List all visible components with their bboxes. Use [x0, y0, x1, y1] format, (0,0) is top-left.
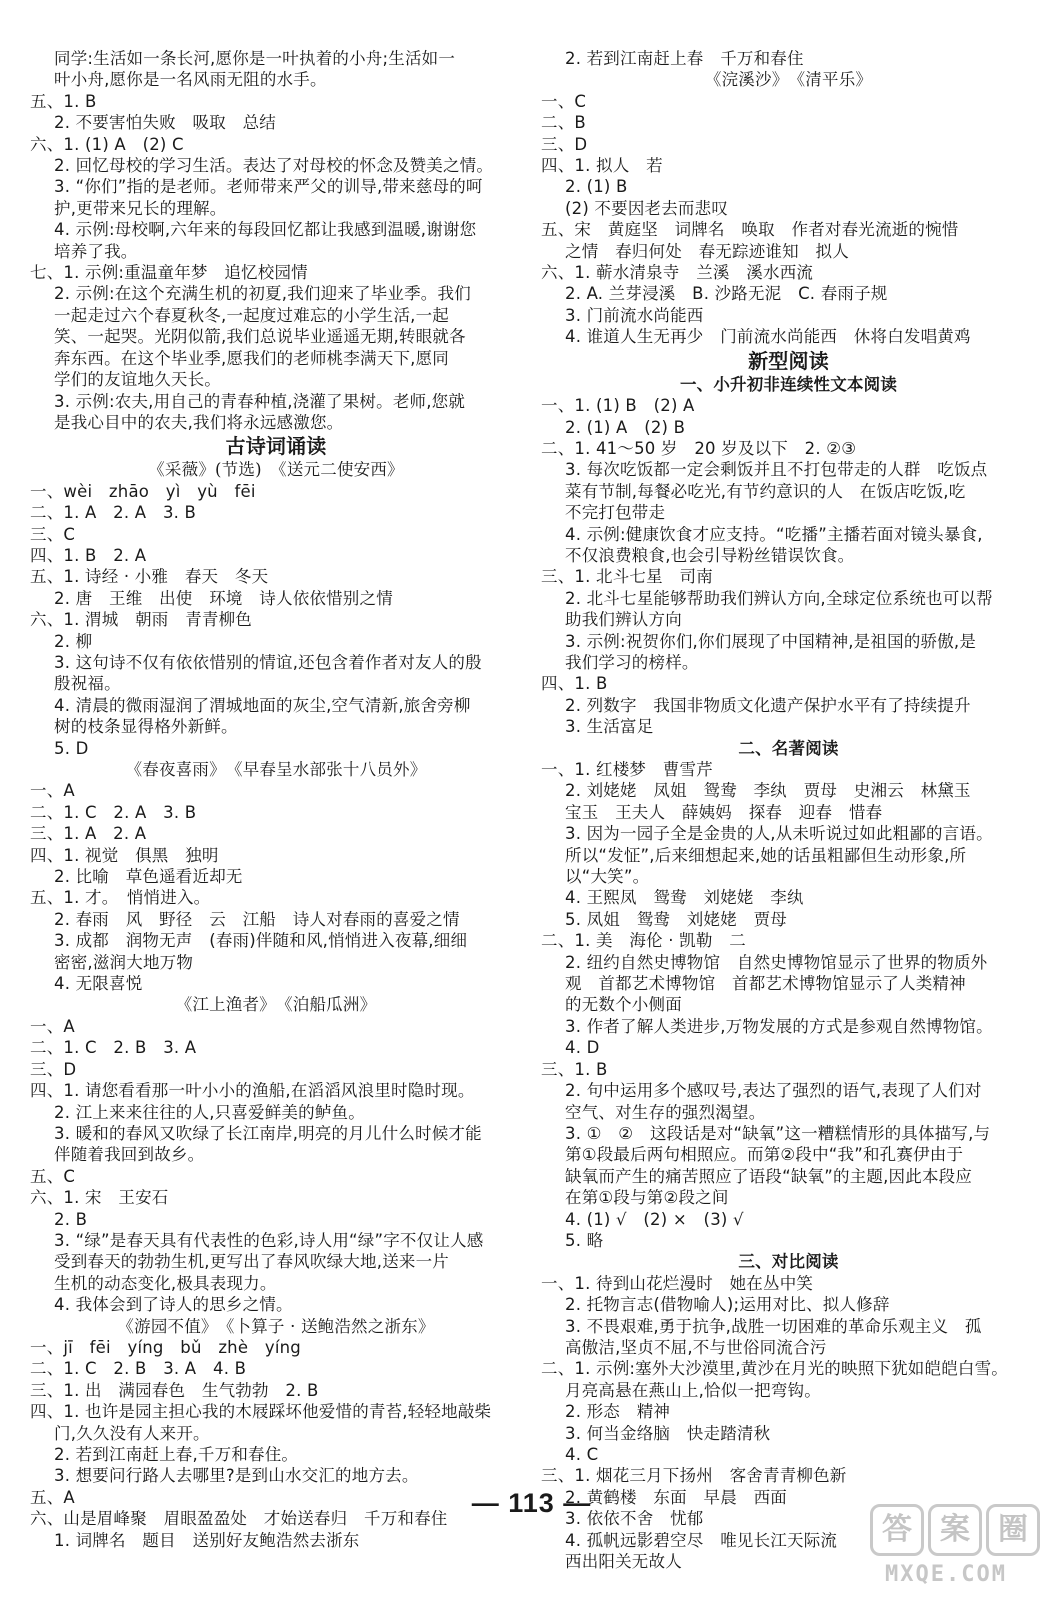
answer-line: 一、C: [541, 91, 587, 111]
answer-line: 2. 托物言志(借物喻人);运用对比、拟人修辞: [565, 1295, 890, 1315]
poem-title: 《游园不值》 《卜算子 · 送鲍浩然之浙东》: [117, 1316, 435, 1336]
answer-line: 4. C: [565, 1445, 599, 1464]
answer-line: 三、D: [541, 134, 588, 154]
answer-line: 2. 刘姥姥 凤姐 鸳鸯 李纨 贾母 史湘云 林黛玉: [565, 781, 971, 801]
answer-line: 培养了我。: [54, 241, 138, 261]
poem-title: 《浣溪沙》 《清平乐》: [704, 70, 873, 90]
answer-line: 第①段最后两句相照应。而第②段中“我”和孔赛伊由于: [565, 1145, 964, 1165]
section-heading: 古诗词诵读: [225, 434, 327, 459]
answer-line: 以“大笑”。: [565, 867, 650, 887]
answer-line: 六、1. (1) A (2) C: [30, 134, 184, 154]
answer-line: 四、1. 也许是园主担心我的木屐踩坏他爱惜的青苔,轻轻地敲柴: [30, 1402, 492, 1422]
answer-line: 西出阳关无故人: [565, 1552, 682, 1572]
answer-line: 5. 略: [565, 1230, 604, 1250]
subsection-heading: 二、名著阅读: [738, 738, 839, 758]
answer-line: 3. 作者了解人类进步,万物发展的方式是参观自然博物馆。: [565, 1016, 993, 1036]
answer-line: 六、1. 渭城 朝雨 青青柳色: [30, 610, 252, 630]
answer-line: 2. 示例:在这个充满生机的初夏,我们迎来了毕业季。我们: [54, 284, 471, 304]
answer-line: 2. 黄鹤楼 东面 早晨 西面: [565, 1487, 787, 1507]
answer-line: 3. 成都 润物无声 (春雨)伴随和风,悄悄进入夜幕,细细: [54, 931, 468, 951]
answer-line: 空气、对生存的强烈渴望。: [565, 1102, 766, 1122]
answer-line: 护,更带来兄长的理解。: [54, 198, 227, 218]
answer-line: 五、C: [30, 1166, 76, 1186]
answer-line: 一、jī fēi yíng bǔ zhè yíng: [30, 1337, 301, 1357]
answer-line: 二、1. 美 海伦 · 凯勒 二: [541, 931, 746, 951]
answer-line: 3. 暖和的春风又吹绿了长江南岸,明亮的月儿什么时候才能: [54, 1123, 482, 1143]
answer-line: 助我们辨认方向: [565, 610, 682, 630]
right-column: [541, 48, 1036, 1572]
answer-line: 3. ① ② 这段话是对“缺氧”这一糟糕情形的具体描写,与: [565, 1123, 991, 1143]
answer-line: 学们的友谊地久天长。: [54, 370, 221, 390]
answer-line: 二、1. 41～50 岁 20 岁及以下 2. ②③: [541, 438, 857, 458]
answer-line: 3. 生活富足: [565, 717, 654, 737]
answer-line: 3. 示例:祝贺你们,你们展现了中国精神,是祖国的骄傲,是: [565, 631, 977, 651]
answer-line: 我们学习的榜样。: [565, 652, 699, 672]
answer-line: 4. 我体会到了诗人的思乡之情。: [54, 1295, 293, 1315]
answer-line: 4. 示例:母校啊,六年来的每段回忆都让我感到温暖,谢谢您: [54, 220, 477, 240]
answer-line: 2. 句中运用多个感叹号,表达了强烈的语气,表现了人们对: [565, 1081, 982, 1101]
answer-line: 伴随着我回到故乡。: [54, 1145, 205, 1165]
answer-line: 4. 谁道人生无再少 门前流水尚能西 休将白发唱黄鸡: [565, 327, 971, 347]
answer-line: 2. 北斗七星能够帮助我们辨认方向,全球定位系统也可以帮: [565, 588, 993, 608]
answer-line: 5. D: [54, 738, 89, 758]
answer-line: 3. “你们”指的是老师。老师带来严父的训导,带来慈母的呵: [54, 177, 483, 197]
answer-line: 2. 回忆母校的学习生活。表达了对母校的怀念及赞美之情。: [54, 156, 494, 176]
answer-line: 三、1. 北斗七星 司南: [541, 567, 713, 587]
answer-line: 2. 形态 精神: [565, 1402, 671, 1422]
answer-line: 二、1. C 2. B 3. A 4. B: [30, 1359, 247, 1379]
answer-line: 奔东西。在这个毕业季,愿我们的老师桃李满天下,愿同: [54, 348, 449, 368]
answer-line: 一、wèi zhāo yì yù fēi: [30, 481, 256, 501]
answer-line: 3. 不畏艰难,勇于抗争,战胜一切困难的革命乐观主义 孤: [565, 1316, 982, 1336]
answer-line: 一、1. 待到山花烂漫时 她在丛中笑: [541, 1273, 814, 1293]
answer-line: 二、1. C 2. B 3. A: [30, 1038, 197, 1058]
answer-line: 四、1. 拟人 若: [541, 156, 663, 176]
watermark-url: MXQE.COM: [885, 1562, 1007, 1587]
answer-line: 2. 江上来来往往的人,只喜爱鲜美的鲈鱼。: [54, 1102, 365, 1122]
left-column: [30, 48, 522, 1551]
answer-line: 4. 无限喜悦: [54, 974, 143, 994]
answer-line: 一、A: [30, 1016, 75, 1036]
answer-line: (2) 不要因老去而悲叹: [565, 198, 729, 218]
answer-line: 门,久久没有人来开。: [54, 1423, 210, 1443]
poem-title: 《春夜喜雨》 《早春呈水部张十八员外》: [125, 760, 427, 779]
answer-line: 的无数个小侧面: [565, 995, 682, 1015]
answer-line: 2. A. 兰芽浸溪 B. 沙路无泥 C. 春雨子规: [565, 284, 888, 304]
answer-line: 观 首都艺术博物馆 首都艺术博物馆显示了人类精神: [565, 974, 966, 994]
answer-line: 密密,滋润大地万物: [54, 952, 194, 972]
answer-line: 二、1. 示例:塞外大沙漠里,黄沙在月光的映照下犹如皑皑白雪。: [541, 1359, 1008, 1379]
answer-line: 三、1. B: [541, 1059, 608, 1079]
answer-line: 之情 春归何处 春无踪迹谁知 拟人: [565, 241, 849, 261]
answer-line: 3. 依依不舍 忧郁: [565, 1509, 704, 1529]
watermark-char-3: 圈: [986, 1504, 1040, 1556]
answer-line: 四、1. 视觉 俱黑 独明: [30, 845, 219, 865]
watermark-char-1: 答: [870, 1504, 924, 1556]
answer-line: 是我心目中的农夫,我们将永远感激您。: [54, 412, 344, 432]
answer-line: 所以“发怔”,后来细想起来,她的话虽粗鄙但生动形象,所: [565, 845, 967, 865]
answer-line: 4. 孤帆远影碧空尽 唯见长江天际流: [565, 1530, 838, 1550]
answer-line: 2. B: [54, 1209, 88, 1229]
answer-line: 六、1. 蕲水清泉寺 兰溪 溪水西流: [541, 263, 814, 283]
answer-line: 3. 示例:农夫,用自己的青春种植,浇灌了果树。老师,您就: [54, 391, 466, 411]
answer-line: 3. “绿”是春天具有代表性的色彩,诗人用“绿”字不仅让人感: [54, 1230, 484, 1250]
answer-line: 2. 不要害怕失败 吸取 总结: [54, 113, 276, 133]
answer-line: 高傲洁,坚贞不屈,不与世俗同流合污: [565, 1337, 827, 1357]
answer-line: 五、1. B: [30, 91, 97, 111]
subsection-heading: 三、对比阅读: [738, 1252, 839, 1272]
answer-line: 二、B: [541, 113, 586, 133]
answer-line: 3. 何当金络脑 快走踏清秋: [565, 1423, 771, 1443]
answer-line: 一起走过六个春夏秋冬,一起度过难忘的小学生活,一起: [54, 305, 449, 325]
answer-line: 2. 比喻 草色遥看近却无: [54, 867, 243, 887]
answer-line: 4. (1) √ (2) × (3) √: [565, 1209, 744, 1229]
answer-line: 3. 因为一园子全是金贵的人,从未听说过如此粗鄙的言语。: [565, 824, 993, 844]
answer-line: 2. 列数字 我国非物质文化遗产保护水平有了持续提升: [565, 695, 971, 715]
answer-line: 一、1. 红楼梦 曹雪芹: [541, 760, 713, 779]
answer-line: 三、1. 烟花三月下扬州 客舍青青柳色新: [541, 1466, 847, 1486]
answer-line: 2. 若到江南赶上春 千万和春住: [565, 49, 804, 68]
section-heading: 新型阅读: [748, 348, 829, 373]
answer-line: 生机的动态变化,极具表现力。: [54, 1273, 277, 1293]
answer-line: 5. 凤姐 鸳鸯 刘姥姥 贾母: [565, 909, 787, 929]
watermark-char-2: 案: [928, 1504, 982, 1556]
answer-line: 2. 纽约自然史博物馆 自然史博物馆显示了世界的物质外: [565, 952, 988, 972]
subsection-heading: 一、小升初非连续性文本阅读: [679, 374, 898, 394]
answer-line: 2. (1) A (2) B: [565, 417, 686, 437]
answer-line: 不仅浪费粮食,也会引导粉丝错误饮食。: [565, 545, 855, 565]
poem-title: 《采薇》(节选) 《送元二使安西》: [148, 460, 404, 480]
answer-line: 五、1. 诗经 · 小雅 春天 冬天: [30, 567, 269, 587]
answer-line: 四、1. 请您看看那一叶小小的渔船,在滔滔风浪里时隐时现。: [30, 1081, 475, 1101]
answer-line: 3. 每次吃饭都一定会剩饭并且不打包带走的人群 吃饭点: [565, 460, 988, 480]
answer-line: 三、C: [30, 524, 76, 544]
answer-line: 4. D: [565, 1038, 600, 1058]
answer-line: 不完打包带走: [565, 503, 666, 523]
answer-line: 2. 柳: [54, 631, 93, 651]
answer-line: 缺氧而产生的痛苦照应了语段“缺氧”的主题,因此本段应: [565, 1166, 973, 1186]
answer-line: 1. 词牌名 题目 送别好友鲍浩然去浙东: [54, 1530, 360, 1550]
answer-line: 叶小舟,愿你是一名风雨无阻的水手。: [54, 70, 327, 90]
answer-line: 一、A: [30, 781, 75, 801]
answer-line: 树的枝条显得格外新鲜。: [54, 717, 238, 737]
answer-line: 五、宋 黄庭坚 词牌名 唤取 作者对春光流逝的惋惜: [541, 220, 959, 240]
answer-line: 3. 这句诗不仅有依依惜别的情谊,还包含着作者对友人的殷: [54, 652, 482, 672]
answer-line: 月亮高悬在燕山上,恰似一把弯钩。: [565, 1380, 821, 1400]
answer-line: 3. 门前流水尚能西: [565, 305, 704, 325]
answer-line: 宝玉 王夫人 薛姨妈 探春 迎春 惜春: [565, 802, 883, 822]
answer-line: 二、1. A 2. A 3. B: [30, 503, 197, 523]
answer-line: 五、1. 才。 悄悄进入。: [30, 888, 211, 908]
answer-line: 七、1. 示例:重温童年梦 追忆校园情: [30, 263, 308, 283]
answer-line: 4. 示例:健康饮食才应支持。“吃播”主播若面对镜头暴食,: [565, 524, 983, 544]
answer-line: 2. 唐 王维 出使 环境 诗人依依惜别之情: [54, 588, 393, 608]
answer-line: 2. 春雨 风 野径 云 江船 诗人对春雨的喜爱之情: [54, 909, 460, 929]
answer-line: 五、A: [30, 1487, 75, 1507]
answer-line: 四、1. B: [541, 674, 608, 694]
answer-line: 一、1. (1) B (2) A: [541, 396, 695, 416]
answer-line: 3. 想要问行路人去哪里?是到山水交汇的地方去。: [54, 1466, 419, 1486]
answer-line: 2. (1) B: [565, 177, 628, 197]
answer-line: 六、山是眉峰聚 眉眼盈盈处 才始送春归 千万和春住: [30, 1509, 448, 1529]
answer-line: 2. 若到江南赶上春,千万和春住。: [54, 1445, 299, 1464]
answer-line: 六、1. 宋 王安石: [30, 1188, 169, 1208]
page-number: — 113 —: [471, 1488, 592, 1518]
watermark-logo: [870, 1500, 1045, 1595]
answer-line: 三、D: [30, 1059, 77, 1079]
answer-line: 4. 王熙凤 鸳鸯 刘姥姥 李纨: [565, 888, 804, 908]
answer-line: 四、1. B 2. A: [30, 545, 147, 565]
answer-line: 笑、一起哭。光阴似箭,我们总说毕业遥遥无期,转眼就各: [54, 327, 466, 347]
answer-line: 受到春天的勃勃生机,更写出了春风吹绿大地,送来一片: [54, 1252, 449, 1272]
answer-line: 殷祝福。: [54, 674, 121, 694]
poem-title: 《江上渔者》 《泊船瓜洲》: [175, 995, 377, 1015]
answer-line: 三、1. A 2. A: [30, 824, 147, 844]
answer-line: 二、1. C 2. A 3. B: [30, 802, 197, 822]
answer-line: 同学:生活如一条长河,愿你是一叶执着的小舟;生活如一: [54, 49, 456, 68]
answer-line: 三、1. 出 满园春色 生气勃勃 2. B: [30, 1380, 319, 1400]
answer-line: 菜有节制,每餐必吃光,有节约意识的人 在饭店吃饭,吃: [565, 481, 966, 501]
answer-line: 4. 清晨的微雨湿润了渭城地面的灰尘,空气清新,旅舍旁柳: [54, 695, 471, 715]
answer-line: 在第①段与第②段之间: [565, 1188, 729, 1208]
